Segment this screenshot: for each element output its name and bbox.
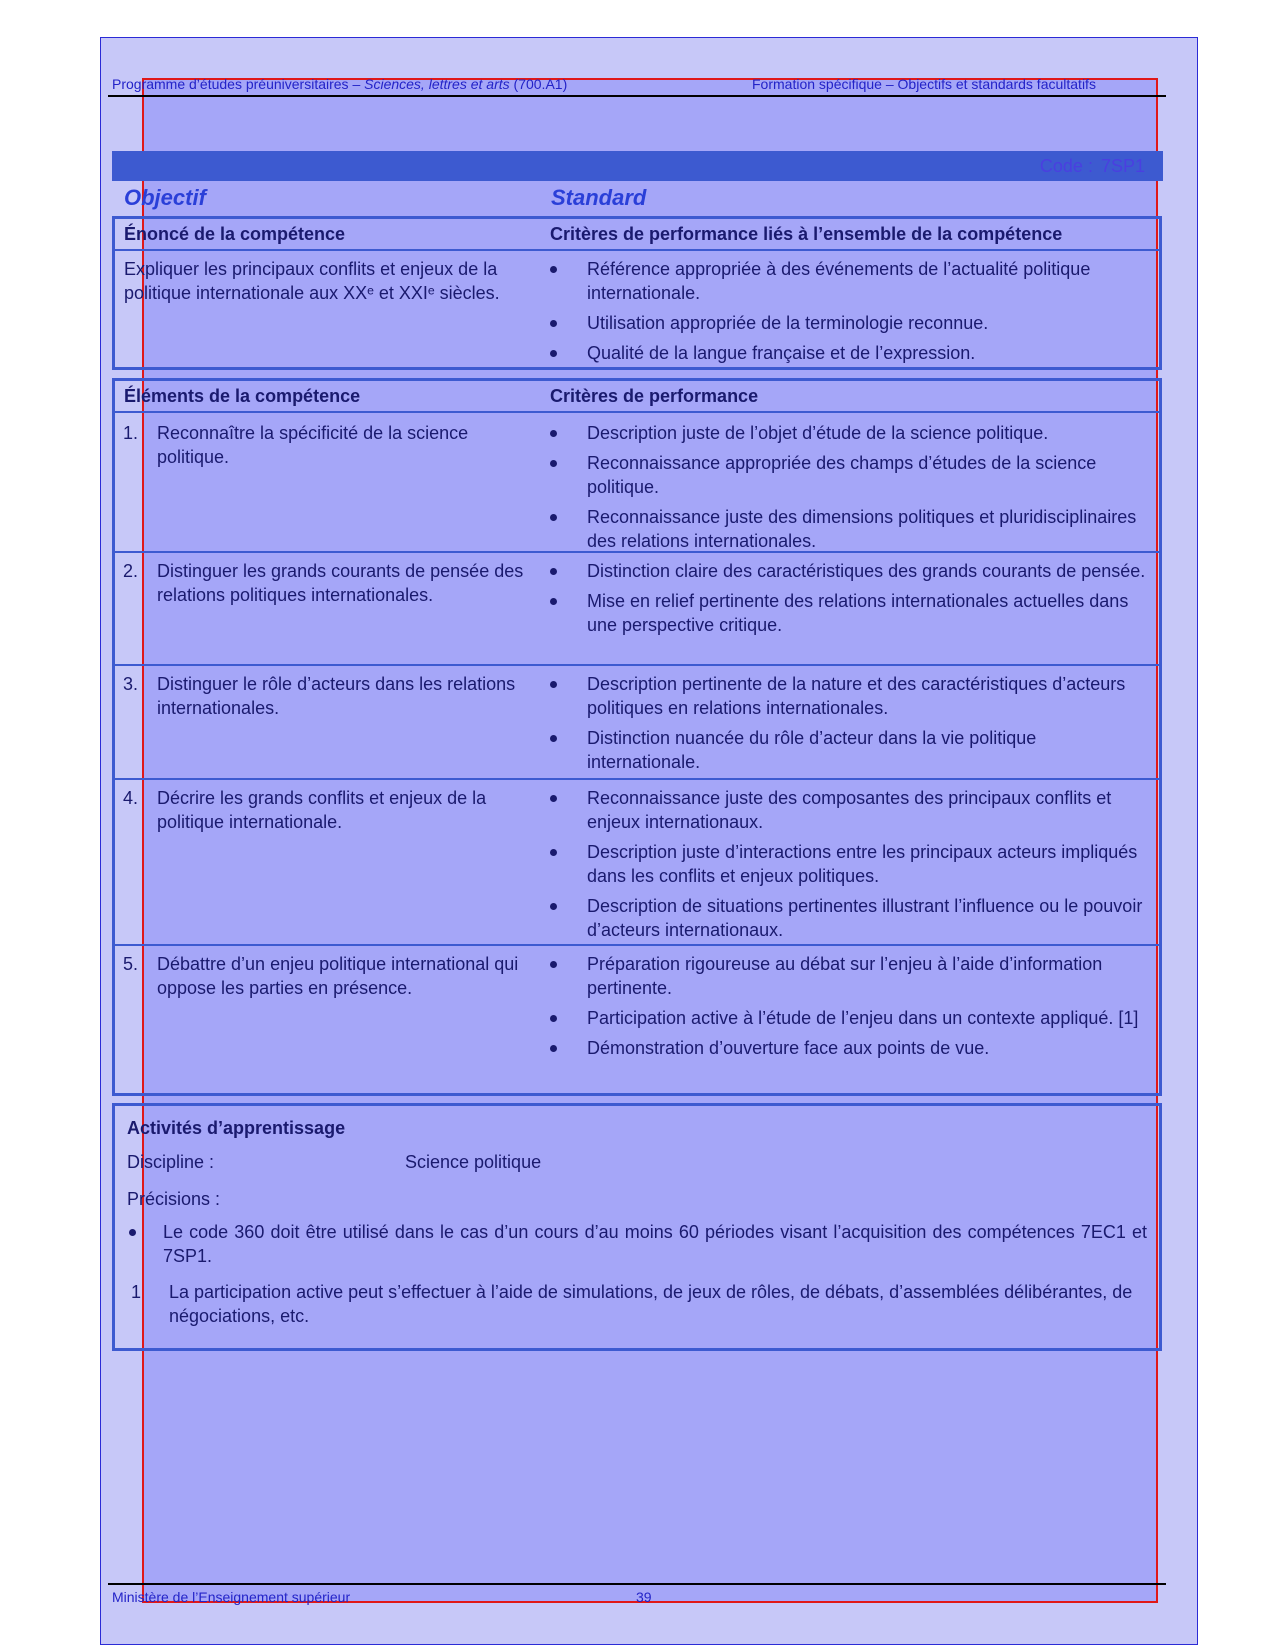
list-item: Description juste d’interactions entre les principaux acteurs impliqués dans les conflits et enjeux politiques.: [550, 840, 1150, 888]
bullet-icon: [550, 795, 557, 802]
header-right: Formation spécifique – Objectifs et standards facultatifs: [752, 76, 1096, 92]
list-item: Reconnaissance juste des composantes des principaux conflits et enjeux internationaux.: [550, 786, 1150, 834]
footnote-number: 1: [131, 1282, 142, 1302]
bullet-icon: [550, 1045, 557, 1052]
discipline-value: Science politique: [405, 1152, 542, 1172]
list-item: Distinction claire des caractéristiques des grands courants de pensée.: [550, 559, 1150, 583]
list-item: Reconnaissance appropriée des champs d’études de la science politique.: [550, 451, 1150, 499]
footnote: 1 La participation active peut s’effectuer à l’aide de simulations, de jeux de rôles, de débats, d’assemblées délibérantes, de négociations, etc.: [131, 1282, 1133, 1326]
element-number: 1.: [123, 423, 139, 443]
header-rule: [108, 95, 1166, 97]
element-criteria: [550, 559, 1150, 643]
bullet-icon: [550, 598, 557, 605]
list-item: Utilisation appropriée de la terminologie reconnue.: [550, 311, 1140, 335]
competence-header-row: [115, 219, 1159, 251]
bullet-icon: [550, 903, 557, 910]
list-item: Distinction nuancée du rôle d’acteur dans la vie politique internationale.: [550, 726, 1150, 774]
discipline-label: Discipline :: [127, 1152, 215, 1172]
table-row: [115, 551, 1159, 664]
footer-ministry: Ministère de l’Enseignement supérieur: [112, 1589, 351, 1605]
bullet-icon: [550, 460, 557, 467]
table-row: [115, 413, 1159, 551]
competence-table: [112, 216, 1162, 370]
element-text: Débattre d’un enjeu politique international qui oppose les parties en présence.: [157, 954, 519, 998]
element-text: Décrire les grands conflits et enjeux de la politique internationale.: [157, 788, 487, 832]
list-item: Mise en relief pertinente des relations internationales actuelles dans une perspective critique.: [550, 589, 1150, 637]
precision-item: Le code 360 doit être utilisé dans le cas d’un cours d’au moins 60 périodes visant l’acquisition des compétences 7EC1 et 7SP1.: [127, 1220, 1147, 1268]
code-bar: [112, 151, 1163, 181]
element-number: 2.: [123, 561, 139, 581]
elements-right-header: Critères de performance: [550, 386, 759, 406]
element-criteria: [550, 672, 1150, 780]
competence-statement: Expliquer les principaux conflits et enjeux de la politique internationale aux XXᵉ et XXIᵉ siècles.: [124, 259, 500, 303]
bullet-icon: [550, 681, 557, 688]
list-item: Reconnaissance juste des dimensions politiques et pluridisciplinaires des relations internationales.: [550, 505, 1150, 553]
list-item: Description de situations pertinentes illustrant l’influence ou le pouvoir d’acteurs internationaux.: [550, 894, 1150, 942]
element-number: 3.: [123, 674, 139, 694]
list-item: Qualité de la langue française et de l’expression.: [550, 341, 1140, 365]
elements-table: [112, 378, 1162, 1096]
bullet-icon: [550, 320, 557, 327]
bullet-icon: [550, 514, 557, 521]
list-item: Préparation rigoureuse au débat sur l’enjeu à l’aide d’information pertinente.: [550, 952, 1150, 1000]
bullet-icon: [129, 1229, 136, 1236]
table-row: [115, 664, 1159, 778]
list-item: Référence appropriée à des événements de l’actualité politique internationale.: [550, 257, 1140, 305]
list-item: Description juste de l’objet d’étude de la science politique.: [550, 421, 1150, 445]
element-text: Reconnaître la spécificité de la science politique.: [157, 423, 469, 467]
standard-title: Standard: [551, 185, 647, 210]
activities-title: Activités d’apprentissage: [127, 1118, 346, 1138]
objectif-title: Objectif: [124, 185, 206, 210]
bullet-icon: [550, 849, 557, 856]
bullet-icon: [550, 266, 557, 273]
list-item: Démonstration d’ouverture face aux points de vue.: [550, 1036, 1150, 1060]
competence-left-header: Énoncé de la compétence: [124, 224, 346, 244]
bullet-icon: [550, 350, 557, 357]
bullet-icon: [550, 961, 557, 968]
table-row: [115, 944, 1159, 1093]
code-label: Code : 7SP1: [1039, 156, 1145, 176]
elements-header-row: [115, 381, 1159, 413]
table-row: [115, 778, 1159, 944]
page-number: 39: [636, 1589, 652, 1605]
header-left: Programme d’études préuniversitaires – Sciences, lettres et arts (700.A1): [112, 76, 568, 92]
bullet-icon: [550, 735, 557, 742]
precisions-label: Précisions :: [127, 1189, 221, 1209]
element-criteria: [550, 786, 1150, 948]
bullet-icon: [550, 430, 557, 437]
element-number: 4.: [123, 788, 139, 808]
element-number: 5.: [123, 954, 139, 974]
bullet-icon: [550, 568, 557, 575]
element-text: Distinguer le rôle d’acteurs dans les relations internationales.: [157, 674, 516, 718]
elements-left-header: Éléments de la compétence: [124, 386, 361, 406]
footer-rule: [108, 1583, 1166, 1585]
activities-section: [112, 1103, 1162, 1351]
competence-right-header: Critères de performance liés à l’ensemble de la compétence: [550, 224, 1063, 244]
list-item: Description pertinente de la nature et des caractéristiques d’acteurs politiques en relations internationales.: [550, 672, 1150, 720]
element-text: Distinguer les grands courants de pensée des relations politiques internationales.: [157, 561, 524, 605]
bullet-icon: [550, 1015, 557, 1022]
list-item: Participation active à l’étude de l’enjeu dans un contexte appliqué. [1]: [550, 1006, 1150, 1030]
competence-criteria: [550, 257, 1140, 371]
element-criteria: [550, 952, 1150, 1066]
element-criteria: [550, 421, 1150, 559]
code-value: 7SP1: [1100, 156, 1145, 176]
